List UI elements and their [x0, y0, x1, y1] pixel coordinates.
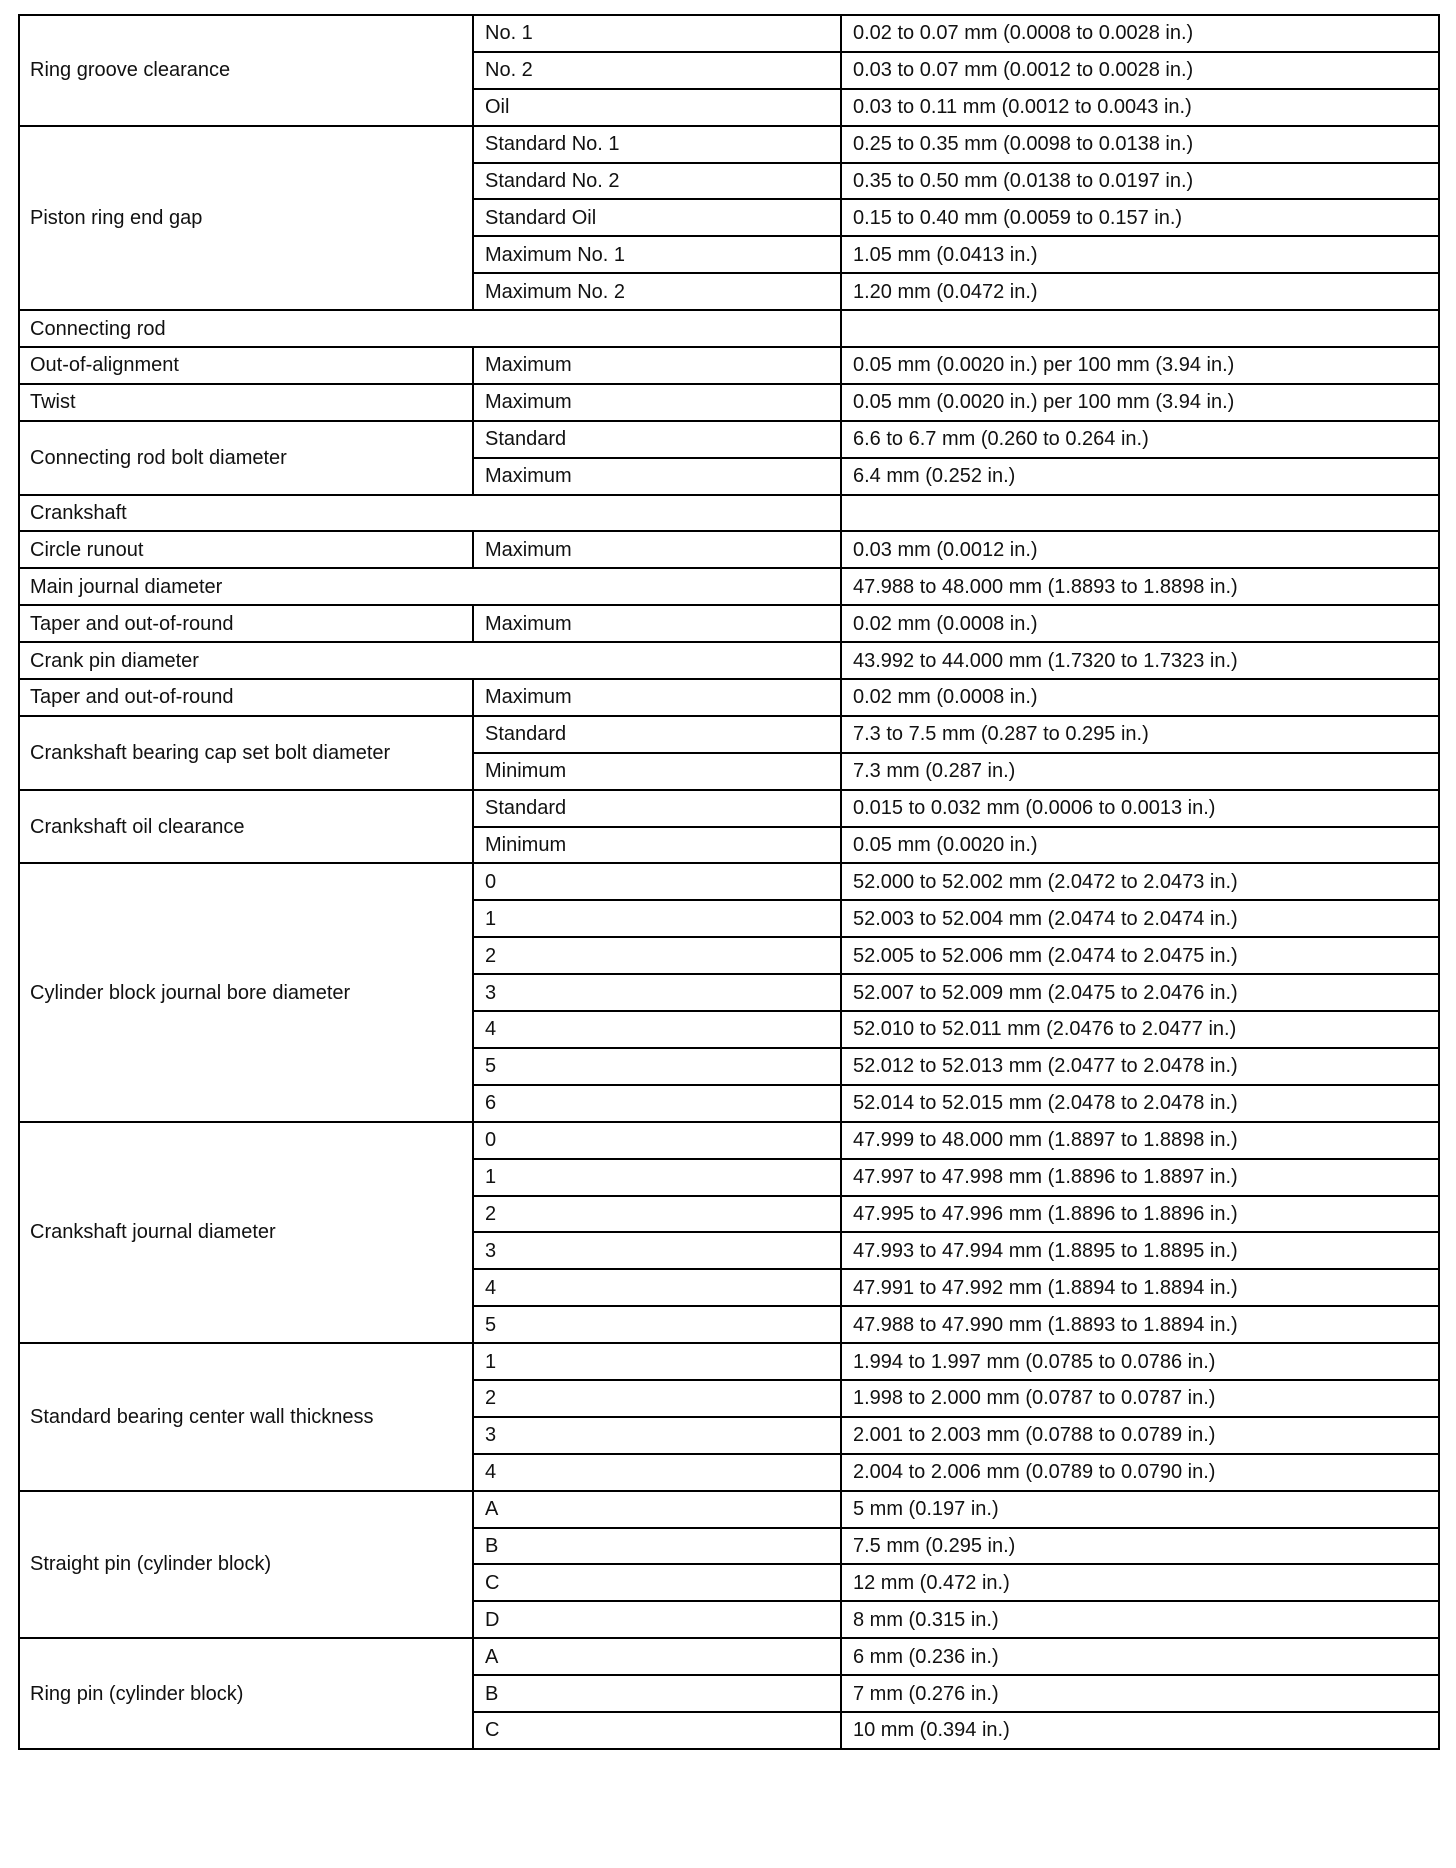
value-cell: 1.998 to 2.000 mm (0.0787 to 0.0787 in.): [841, 1380, 1439, 1417]
table-row: [19, 642, 1439, 679]
table-row: [19, 347, 1439, 384]
value-cell: 0.02 mm (0.0008 in.): [841, 679, 1439, 716]
condition-cell: 3: [473, 974, 841, 1011]
table-row: [19, 790, 1439, 827]
value-cell: 47.999 to 48.000 mm (1.8897 to 1.8898 in.): [841, 1122, 1439, 1159]
condition-cell: 3: [473, 1417, 841, 1454]
condition-cell: 2: [473, 1196, 841, 1233]
value-cell: 47.988 to 48.000 mm (1.8893 to 1.8898 in.): [841, 568, 1439, 605]
condition-cell: No. 1: [473, 15, 841, 52]
condition-cell: Maximum: [473, 605, 841, 642]
item-cell: Taper and out-of-round: [19, 679, 473, 716]
value-cell: 8 mm (0.315 in.): [841, 1601, 1439, 1638]
value-cell: 43.992 to 44.000 mm (1.7320 to 1.7323 in.): [841, 642, 1439, 679]
value-cell: 52.012 to 52.013 mm (2.0477 to 2.0478 in.): [841, 1048, 1439, 1085]
value-cell: 47.991 to 47.992 mm (1.8894 to 1.8894 in.): [841, 1269, 1439, 1306]
item-cell: Straight pin (cylinder block): [19, 1491, 473, 1639]
condition-cell: 4: [473, 1454, 841, 1491]
specification-table-body: [19, 15, 1439, 1749]
item-cell: Piston ring end gap: [19, 126, 473, 310]
item-cell: Connecting rod bolt diameter: [19, 421, 473, 495]
condition-cell: No. 2: [473, 52, 841, 89]
condition-cell: C: [473, 1564, 841, 1601]
value-cell: 10 mm (0.394 in.): [841, 1712, 1439, 1749]
condition-cell: 0: [473, 863, 841, 900]
condition-cell: 1: [473, 900, 841, 937]
value-cell: 52.014 to 52.015 mm (2.0478 to 2.0478 in.): [841, 1085, 1439, 1122]
condition-cell: B: [473, 1528, 841, 1565]
condition-cell: 5: [473, 1306, 841, 1343]
value-cell: 52.005 to 52.006 mm (2.0474 to 2.0475 in.): [841, 937, 1439, 974]
table-row: [19, 605, 1439, 642]
value-cell: 0.05 mm (0.0020 in.): [841, 827, 1439, 864]
condition-cell: 6: [473, 1085, 841, 1122]
table-row: [19, 1638, 1439, 1675]
item-cell: Connecting rod: [19, 310, 841, 347]
value-cell: 0.15 to 0.40 mm (0.0059 to 0.157 in.): [841, 199, 1439, 236]
value-cell: [841, 495, 1439, 532]
value-cell: 1.994 to 1.997 mm (0.0785 to 0.0786 in.): [841, 1343, 1439, 1380]
table-row: [19, 1491, 1439, 1528]
specification-table: [18, 14, 1440, 1750]
condition-cell: Maximum: [473, 347, 841, 384]
item-cell: Standard bearing center wall thickness: [19, 1343, 473, 1491]
condition-cell: Standard No. 1: [473, 126, 841, 163]
value-cell: 0.03 mm (0.0012 in.): [841, 531, 1439, 568]
item-cell: Ring groove clearance: [19, 15, 473, 126]
table-row: [19, 1122, 1439, 1159]
condition-cell: Minimum: [473, 753, 841, 790]
item-cell: Taper and out-of-round: [19, 605, 473, 642]
condition-cell: D: [473, 1601, 841, 1638]
condition-cell: Standard No. 2: [473, 163, 841, 200]
value-cell: 6 mm (0.236 in.): [841, 1638, 1439, 1675]
condition-cell: 1: [473, 1159, 841, 1196]
condition-cell: Maximum: [473, 384, 841, 421]
value-cell: 52.003 to 52.004 mm (2.0474 to 2.0474 in.): [841, 900, 1439, 937]
value-cell: 52.007 to 52.009 mm (2.0475 to 2.0476 in.): [841, 974, 1439, 1011]
item-cell: Crank pin diameter: [19, 642, 841, 679]
condition-cell: 0: [473, 1122, 841, 1159]
condition-cell: 4: [473, 1011, 841, 1048]
item-cell: Ring pin (cylinder block): [19, 1638, 473, 1749]
condition-cell: 5: [473, 1048, 841, 1085]
item-cell: Crankshaft: [19, 495, 841, 532]
table-row: [19, 531, 1439, 568]
value-cell: 2.001 to 2.003 mm (0.0788 to 0.0789 in.): [841, 1417, 1439, 1454]
value-cell: 0.25 to 0.35 mm (0.0098 to 0.0138 in.): [841, 126, 1439, 163]
item-cell: Circle runout: [19, 531, 473, 568]
value-cell: 0.02 mm (0.0008 in.): [841, 605, 1439, 642]
value-cell: 0.02 to 0.07 mm (0.0008 to 0.0028 in.): [841, 15, 1439, 52]
condition-cell: Standard: [473, 716, 841, 753]
value-cell: 47.988 to 47.990 mm (1.8893 to 1.8894 in.): [841, 1306, 1439, 1343]
condition-cell: Oil: [473, 89, 841, 126]
value-cell: 52.000 to 52.002 mm (2.0472 to 2.0473 in.): [841, 863, 1439, 900]
table-row: [19, 716, 1439, 753]
value-cell: 0.05 mm (0.0020 in.) per 100 mm (3.94 in.): [841, 347, 1439, 384]
table-row: [19, 1343, 1439, 1380]
item-cell: Crankshaft journal diameter: [19, 1122, 473, 1343]
value-cell: 7.3 mm (0.287 in.): [841, 753, 1439, 790]
value-cell: [841, 310, 1439, 347]
value-cell: 47.997 to 47.998 mm (1.8896 to 1.8897 in.): [841, 1159, 1439, 1196]
value-cell: 6.6 to 6.7 mm (0.260 to 0.264 in.): [841, 421, 1439, 458]
table-row: [19, 421, 1439, 458]
condition-cell: Maximum: [473, 679, 841, 716]
condition-cell: Maximum: [473, 458, 841, 495]
table-row: [19, 568, 1439, 605]
condition-cell: C: [473, 1712, 841, 1749]
table-row: [19, 310, 1439, 347]
condition-cell: 3: [473, 1232, 841, 1269]
value-cell: 12 mm (0.472 in.): [841, 1564, 1439, 1601]
item-cell: Main journal diameter: [19, 568, 841, 605]
value-cell: 0.015 to 0.032 mm (0.0006 to 0.0013 in.): [841, 790, 1439, 827]
condition-cell: B: [473, 1675, 841, 1712]
value-cell: 1.20 mm (0.0472 in.): [841, 273, 1439, 310]
condition-cell: 2: [473, 1380, 841, 1417]
condition-cell: Maximum No. 2: [473, 273, 841, 310]
condition-cell: Standard: [473, 421, 841, 458]
table-row: [19, 126, 1439, 163]
table-row: [19, 15, 1439, 52]
value-cell: 5 mm (0.197 in.): [841, 1491, 1439, 1528]
table-row: [19, 384, 1439, 421]
condition-cell: Standard: [473, 790, 841, 827]
value-cell: 7.3 to 7.5 mm (0.287 to 0.295 in.): [841, 716, 1439, 753]
item-cell: Crankshaft bearing cap set bolt diameter: [19, 716, 473, 790]
value-cell: 1.05 mm (0.0413 in.): [841, 236, 1439, 273]
condition-cell: Standard Oil: [473, 199, 841, 236]
value-cell: 52.010 to 52.011 mm (2.0476 to 2.0477 in.): [841, 1011, 1439, 1048]
value-cell: 7 mm (0.276 in.): [841, 1675, 1439, 1712]
value-cell: 47.995 to 47.996 mm (1.8896 to 1.8896 in.): [841, 1196, 1439, 1233]
item-cell: Crankshaft oil clearance: [19, 790, 473, 864]
condition-cell: A: [473, 1491, 841, 1528]
condition-cell: 2: [473, 937, 841, 974]
value-cell: 6.4 mm (0.252 in.): [841, 458, 1439, 495]
value-cell: 0.35 to 0.50 mm (0.0138 to 0.0197 in.): [841, 163, 1439, 200]
table-row: [19, 495, 1439, 532]
condition-cell: A: [473, 1638, 841, 1675]
value-cell: 0.03 to 0.11 mm (0.0012 to 0.0043 in.): [841, 89, 1439, 126]
item-cell: Twist: [19, 384, 473, 421]
table-row: [19, 863, 1439, 900]
condition-cell: Maximum: [473, 531, 841, 568]
value-cell: 2.004 to 2.006 mm (0.0789 to 0.0790 in.): [841, 1454, 1439, 1491]
condition-cell: Maximum No. 1: [473, 236, 841, 273]
item-cell: Cylinder block journal bore diameter: [19, 863, 473, 1121]
value-cell: 47.993 to 47.994 mm (1.8895 to 1.8895 in.): [841, 1232, 1439, 1269]
item-cell: Out-of-alignment: [19, 347, 473, 384]
condition-cell: 4: [473, 1269, 841, 1306]
condition-cell: 1: [473, 1343, 841, 1380]
condition-cell: Minimum: [473, 827, 841, 864]
table-row: [19, 679, 1439, 716]
value-cell: 0.03 to 0.07 mm (0.0012 to 0.0028 in.): [841, 52, 1439, 89]
value-cell: 7.5 mm (0.295 in.): [841, 1528, 1439, 1565]
value-cell: 0.05 mm (0.0020 in.) per 100 mm (3.94 in.): [841, 384, 1439, 421]
